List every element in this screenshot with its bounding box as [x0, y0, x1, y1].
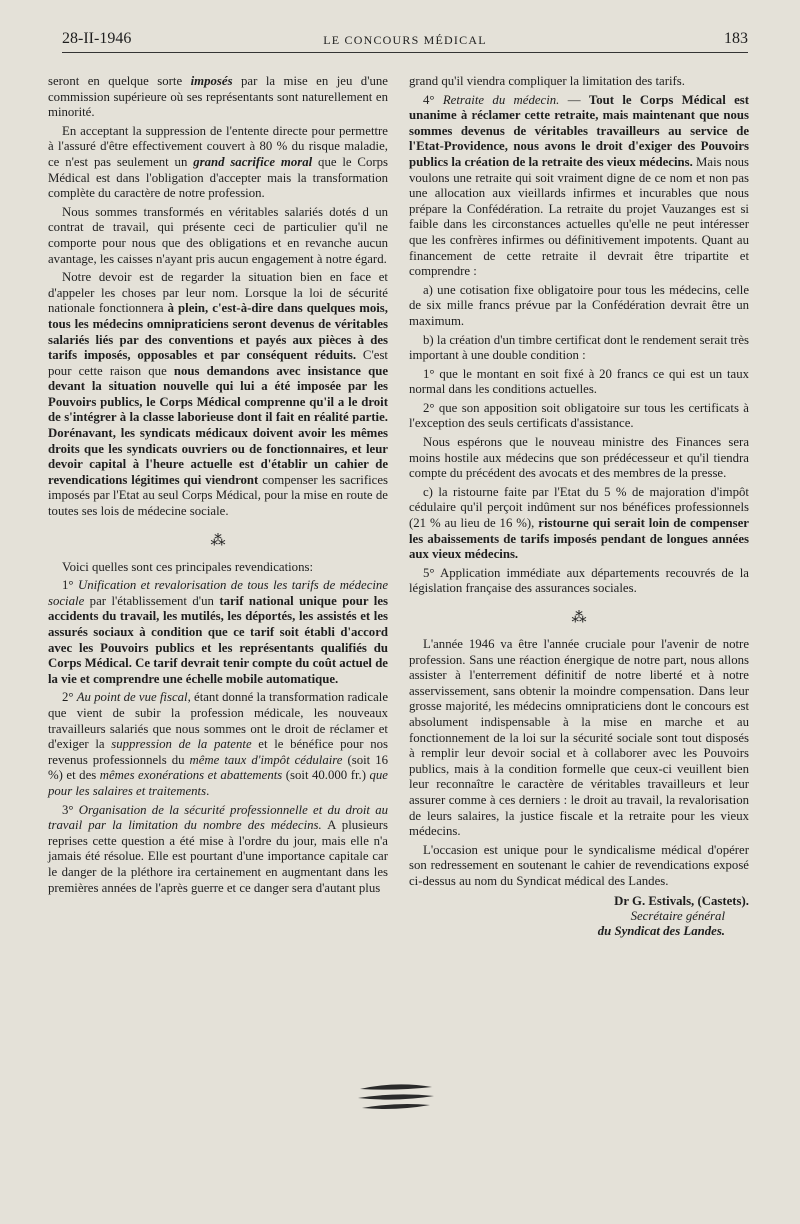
page-header	[62, 30, 748, 53]
paragraph: En acceptant la suppression de l'entente directe pour permettre à l'assuré d'être effectivement couvert à 80 % du risque maladie, ce n'est pas seulement un grand sacrifice moral que le Corps Médical est dans l'obligation d'accepter mais la transformation complète du caractère de notre profession.	[48, 123, 389, 201]
paragraph: Nous espérons que le nouveau ministre des Finances sera moins hostile aux médecins que son prédécesseur et qu'il tiendra compte du précédent des avocats et des membres de la presse.	[409, 435, 749, 481]
paragraph: 5° Application immédiate aux départements recouvrés de la législation française des assurances sociales.	[409, 565, 749, 596]
paragraph: a) une cotisation fixe obligatoire pour tous les médecins, celle de six mille francs prévue par la Confédération devrait être un maximum.	[409, 282, 749, 328]
right-column	[409, 74, 749, 939]
journal-title: LE CONCOURS MÉDICAL	[323, 33, 487, 47]
paragraph: b) la création d'un timbre certificat dont le rendement serait très important à une double condition :	[409, 332, 749, 363]
signature-block	[409, 894, 749, 939]
paragraph: 2° Au point de vue fiscal, étant donné la transformation radicale que vient de subir la profession médicale, les nouveaux travailleurs salariés que nous sommes ont le droit de réclamer et d'exiger la suppression de la patente et le bénéfice pour nos revenus professionnels du même taux d'impôt cédulaire (soit 16 %) et des mêmes exonérations et abattements (soit 40.000 fr.) que pour les salaires et traitements.	[48, 690, 389, 798]
paragraph: 3° Organisation de la sécurité professionnelle et du droit au travail par la limitation du nombre des médecins. A plusieurs reprises cette question a été mise à l'ordre du jour, mais elle n'a jamais été résolue. Elle est pourtant d'une importance capitale car le danger de la pléthore ira certainement en augmentant dans les premières années de l'après guerre et ce danger sera d'autant plus	[48, 802, 389, 895]
left-column	[48, 74, 388, 899]
signature-role: Secrétaire général	[630, 908, 725, 923]
paragraph: Notre devoir est de regarder la situation bien en face et d'appeler les choses par leur nom. Lorsque la loi de sécurité nationale fonctionnera à plein, c'est-à-dire dans quelques mois, tous les médecins omnipraticiens seront devenus de véritables salariés liés par des conventions et payés aux pièces à des tarifs imposés, opposables et par conséquent réduits. C'est pour cette raison que nous demandons avec insistance que devant la situation nouvelle qui lui a été imposée par les Pouvoirs publics, le Corps Médical comprenne qu'il a le droit de s'intégrer à la classe laborieuse dont il fait en réalité partie. Dorénavant, les syndicats médicaux doivent avoir les mêmes droits que les syndicats ouvriers ou de fonctionnaires, et leur devoir capital à l'heure actuelle est d'établir un cahier de revendications légitimes qui viendront compenser les sacrifices imposés par l'Etat au seul Corps Médical, pour la mise en route de toutes ses lois de médecine sociale.	[48, 270, 389, 519]
paragraph: 4° Retraite du médecin. — Tout le Corps Médical est unanime à réclamer cette retraite, mais maintenant que nous sommes devenus de véritables travailleurs au service de l'Etat-Providence, nous avons le droit d'exiger des Pouvoirs publics la création de la retraite des vieux médecins. Mais nous voulons une retraite qui soit vraiment digne de ce nom et non pas une allocation aux vieillards infirmes et incurables que nous prépare la Confédération. La retraite du projet Vauzanges est si faible dans les circonstances actuelles qu'elle ne peut intéresser que les confrères infirmes ou définitivement impotents. Quant au financement de cette retraite il devrait être tripartite et comprendre :	[409, 92, 750, 279]
page-number: 183	[724, 30, 748, 47]
paragraph: Nous sommes transformés en véritables salariés dotés d un contrat de travail, qui présente ceci de particulier qu'il ne comporte pour nous que des obligations et en revanche aucun avantage, les caisses n'ayant pris aucun engagement à notre égard.	[48, 204, 388, 266]
paragraph: L'année 1946 va être l'année cruciale pour l'avenir de notre profession. Sans une réaction énergique de notre part, nous allons assister à l'enterrement définitif de notre liberté et à notre asservissement, sans obtenir la moindre compensation. Dans leur grosse majorité, les médecins omnipraticiens dont le concours est absolument indispensable à la mise en marche et au fonctionnement de la loi sur la sécurité sociale sont tout disposés à remplir leur devoir social et à collaborer avec les Pouvoirs publics, mais à la condition formelle que ceux-ci veuillent bien leur reconnaître le caractère de véritables travailleurs et leur assurer comme à ces derniers : le droit au travail, la revalorisation de leurs salaires, la justice fiscale et la retraite pour les vieux médecins.	[409, 637, 749, 839]
section-separator: ⁂	[210, 532, 226, 549]
paragraph: 1° Unification et revalorisation de tous les tarifs de médecine sociale par l'établissement d'un tarif national unique pour les accidents du travail, les mutilés, les déportés, les assistés et les assurés sociaux à condition que ce tarif soit établi d'accord avec les Pouvoirs publics et les représentants qualifiés du Corps Médical. Ce tarif devrait tenir compte du coût actuel de la vie et comprendre une échelle mobile automatique.	[48, 578, 389, 686]
paragraph: grand qu'il viendra compliquer la limitation des tarifs.	[409, 74, 685, 88]
end-ornament-icon	[356, 1080, 436, 1114]
paragraph: Voici quelles sont ces principales revendications:	[62, 559, 314, 574]
paragraph: c) la ristourne faite par l'Etat du 5 % de majoration d'impôt cédulaire qu'il perçoit indûment sur nos bénéfices professionnels (21 % au lieu de 16 %), ristourne qui serait loin de compenser les abaissements de tarifs imposés pendant de longues années aux vieux médecins.	[409, 484, 749, 562]
signature-org: du Syndicat des Landes.	[597, 923, 725, 938]
paragraph: 1° que le montant en soit fixé à 20 francs ce qui est un taux normal dans les conditions actuelles.	[409, 366, 749, 397]
signature-name: Dr G. Estivals, (Castets).	[614, 893, 749, 908]
paragraph: L'occasion est unique pour le syndicalisme médical d'opérer son redressement en soutenant le cahier de revendications exposé ci-dessus au nom du Syndicat médical des Landes.	[409, 842, 749, 888]
section-separator: ⁂	[571, 610, 587, 626]
paragraph: 2° que son apposition soit obligatoire sur tous les certificats à l'exception des seuls certificats d'assistance.	[409, 400, 749, 431]
paragraph: seront en quelque sorte imposés par la mise en jeu d'une commission supérieure où ses représentants sont naturellement en minorité.	[48, 74, 388, 120]
issue-date: 28-II-1946	[62, 30, 132, 47]
